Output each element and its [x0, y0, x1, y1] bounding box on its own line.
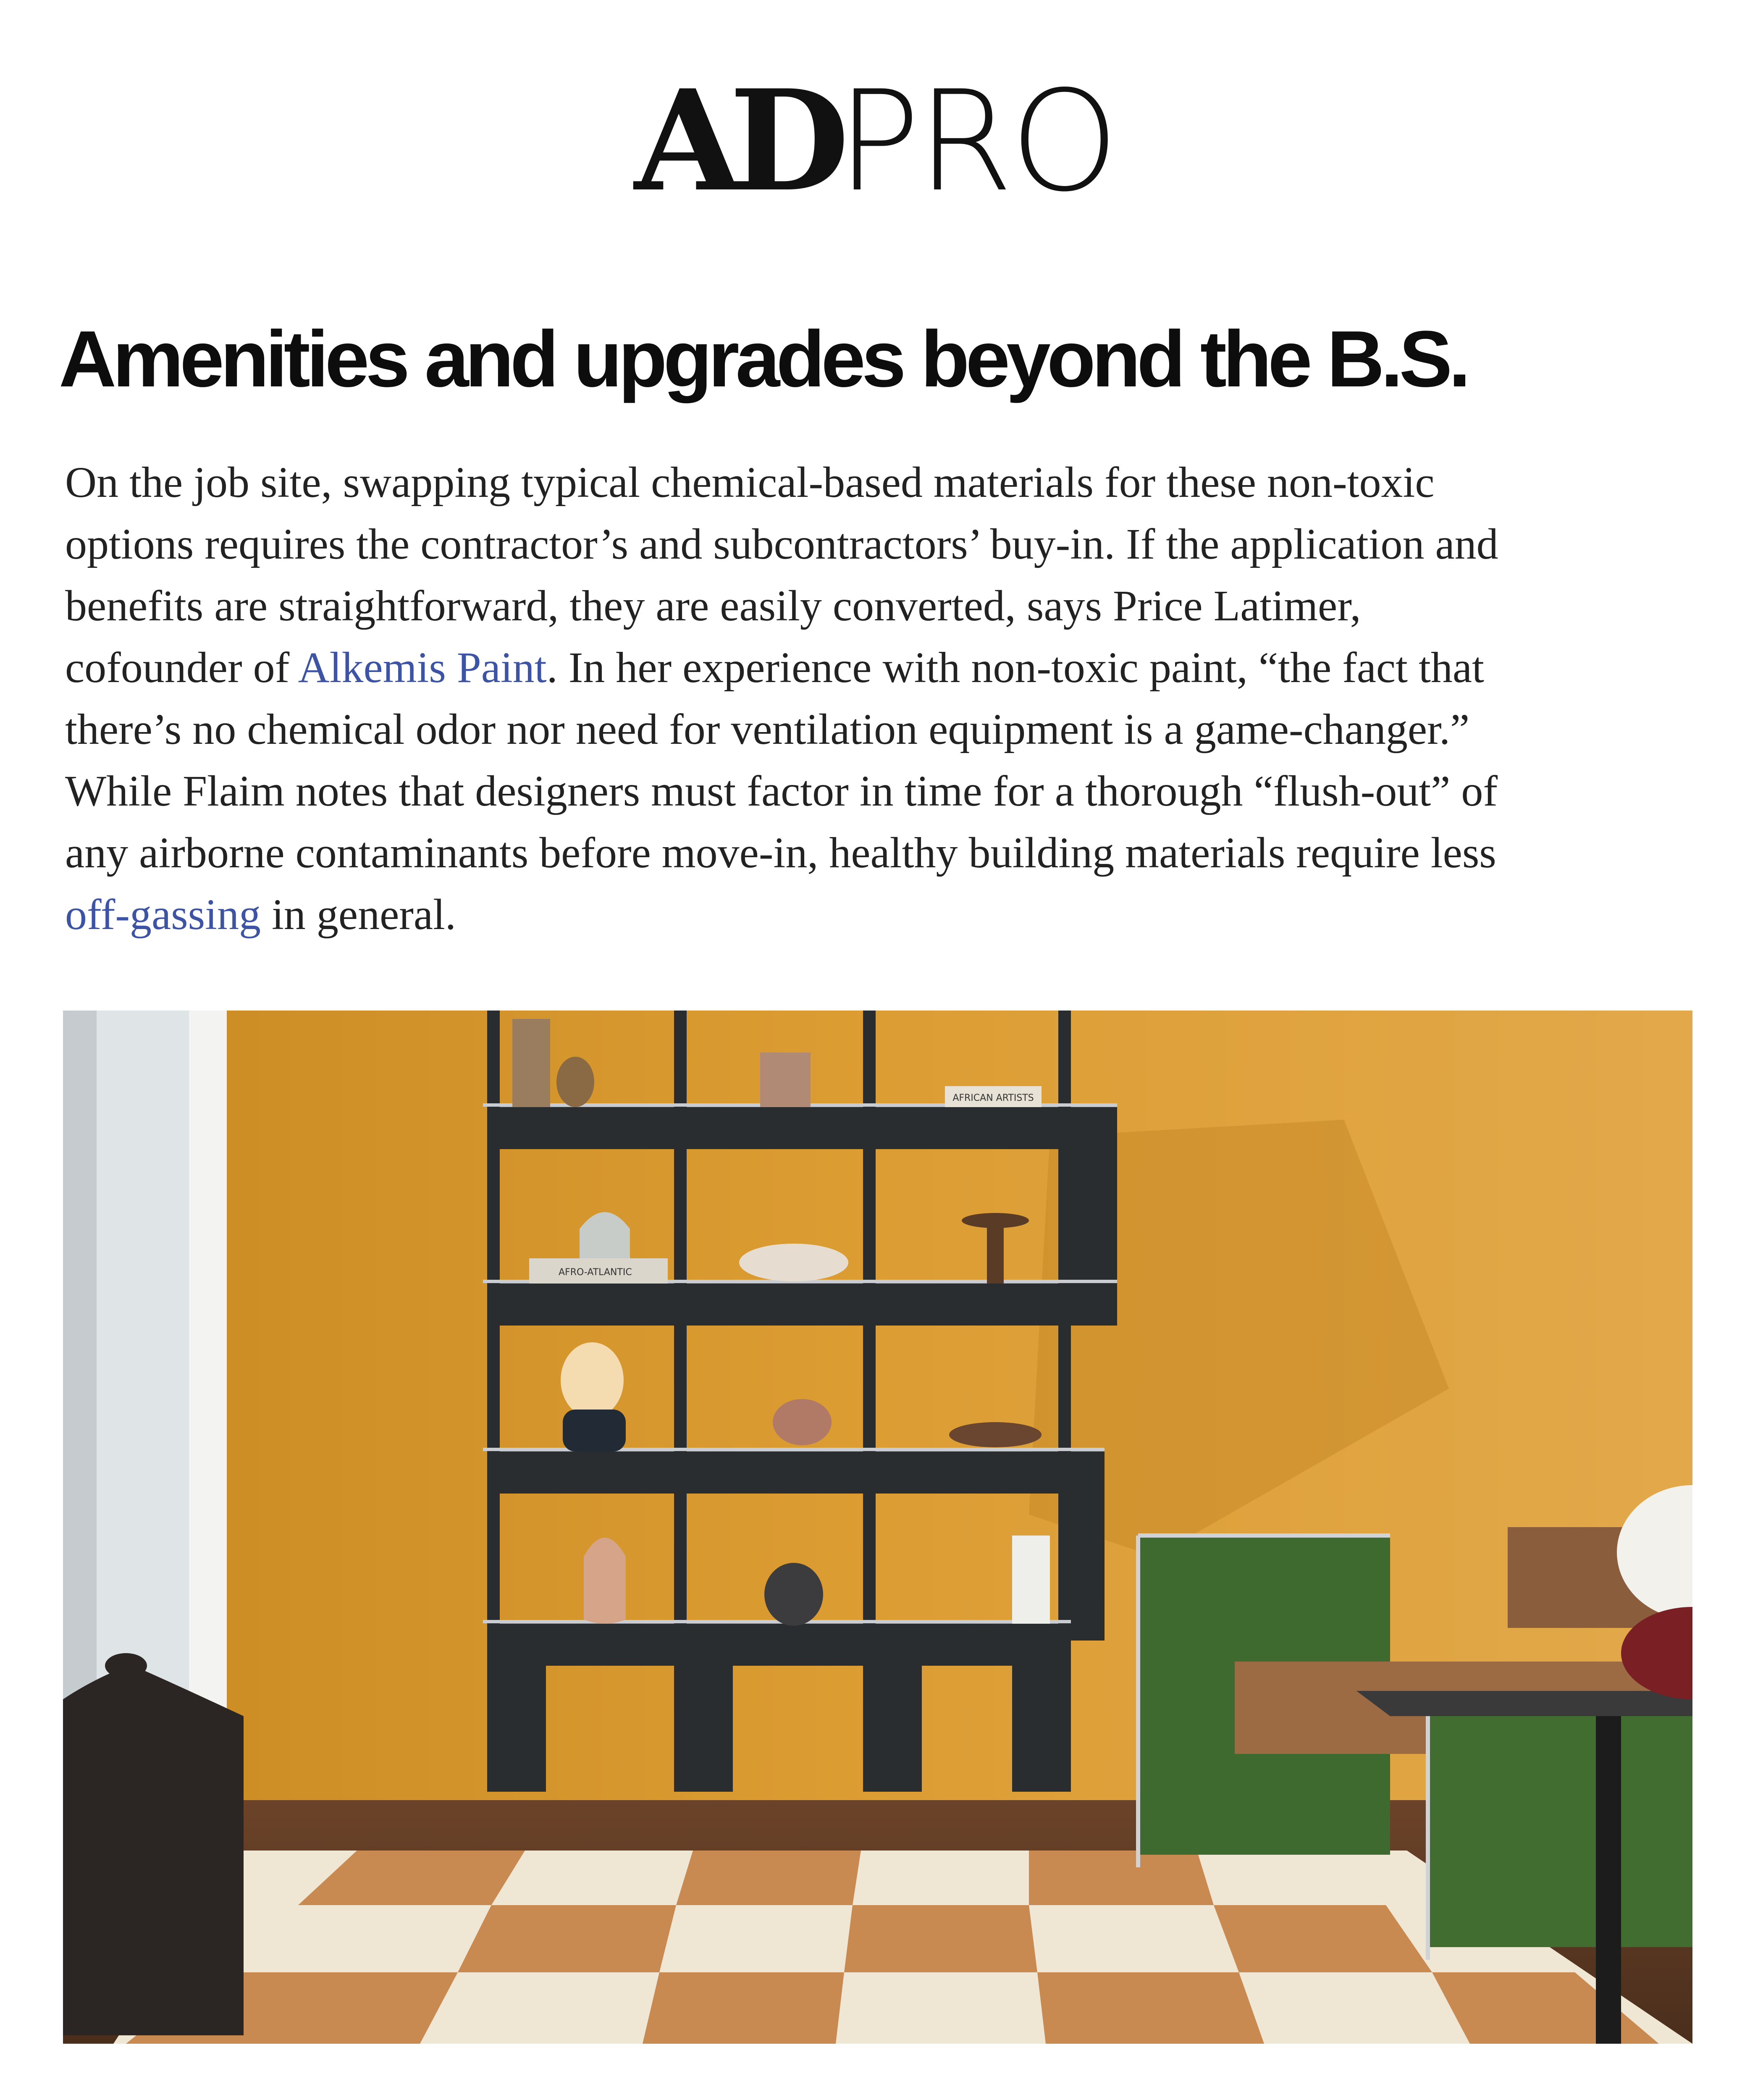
interior-scene	[63, 1011, 1692, 2044]
paragraph-line	[65, 884, 1695, 945]
paragraph-text: . In her experience with non-toxic paint, “the fact that	[546, 643, 1484, 692]
paragraph-line	[65, 637, 1695, 698]
adpro-logo[interactable]	[0, 59, 1750, 222]
paragraph-line: benefits are straightforward, they are easily converted, says Price Latimer,	[65, 582, 1361, 630]
article-photo	[63, 1011, 1692, 2044]
book-label: AFRICAN ARTISTS	[952, 1093, 1034, 1103]
alkemis-paint-link[interactable]: Alkemis Paint	[298, 643, 547, 692]
paragraph-line: any airborne contaminants before move-in, healthy building materials require less	[65, 829, 1496, 877]
paragraph-text: in general.	[261, 890, 456, 939]
paragraph-text: cofounder of	[65, 643, 298, 692]
article-paragraph	[65, 452, 1695, 945]
paragraph-line: On the job site, swapping typical chemical-based materials for these non-toxic	[65, 458, 1435, 507]
logo-ad: AD	[634, 59, 837, 222]
paragraph-line: options requires the contractor’s and subcontractors’ buy-in. If the application and	[65, 520, 1498, 568]
book-label: AFRO-ATLANTIC	[559, 1267, 632, 1278]
paragraph-line: While Flaim notes that designers must factor in time for a thorough “flush-out” of	[65, 767, 1498, 815]
woven-basket	[63, 1653, 244, 2035]
paragraph-line: there’s no chemical odor nor need for ventilation equipment is a game-changer.”	[65, 705, 1470, 753]
article-headline: Amenities and upgrades beyond the B.S.	[59, 315, 1467, 404]
logo-pro: PRO	[837, 61, 1116, 222]
off-gassing-link[interactable]: off-gassing	[65, 890, 261, 939]
